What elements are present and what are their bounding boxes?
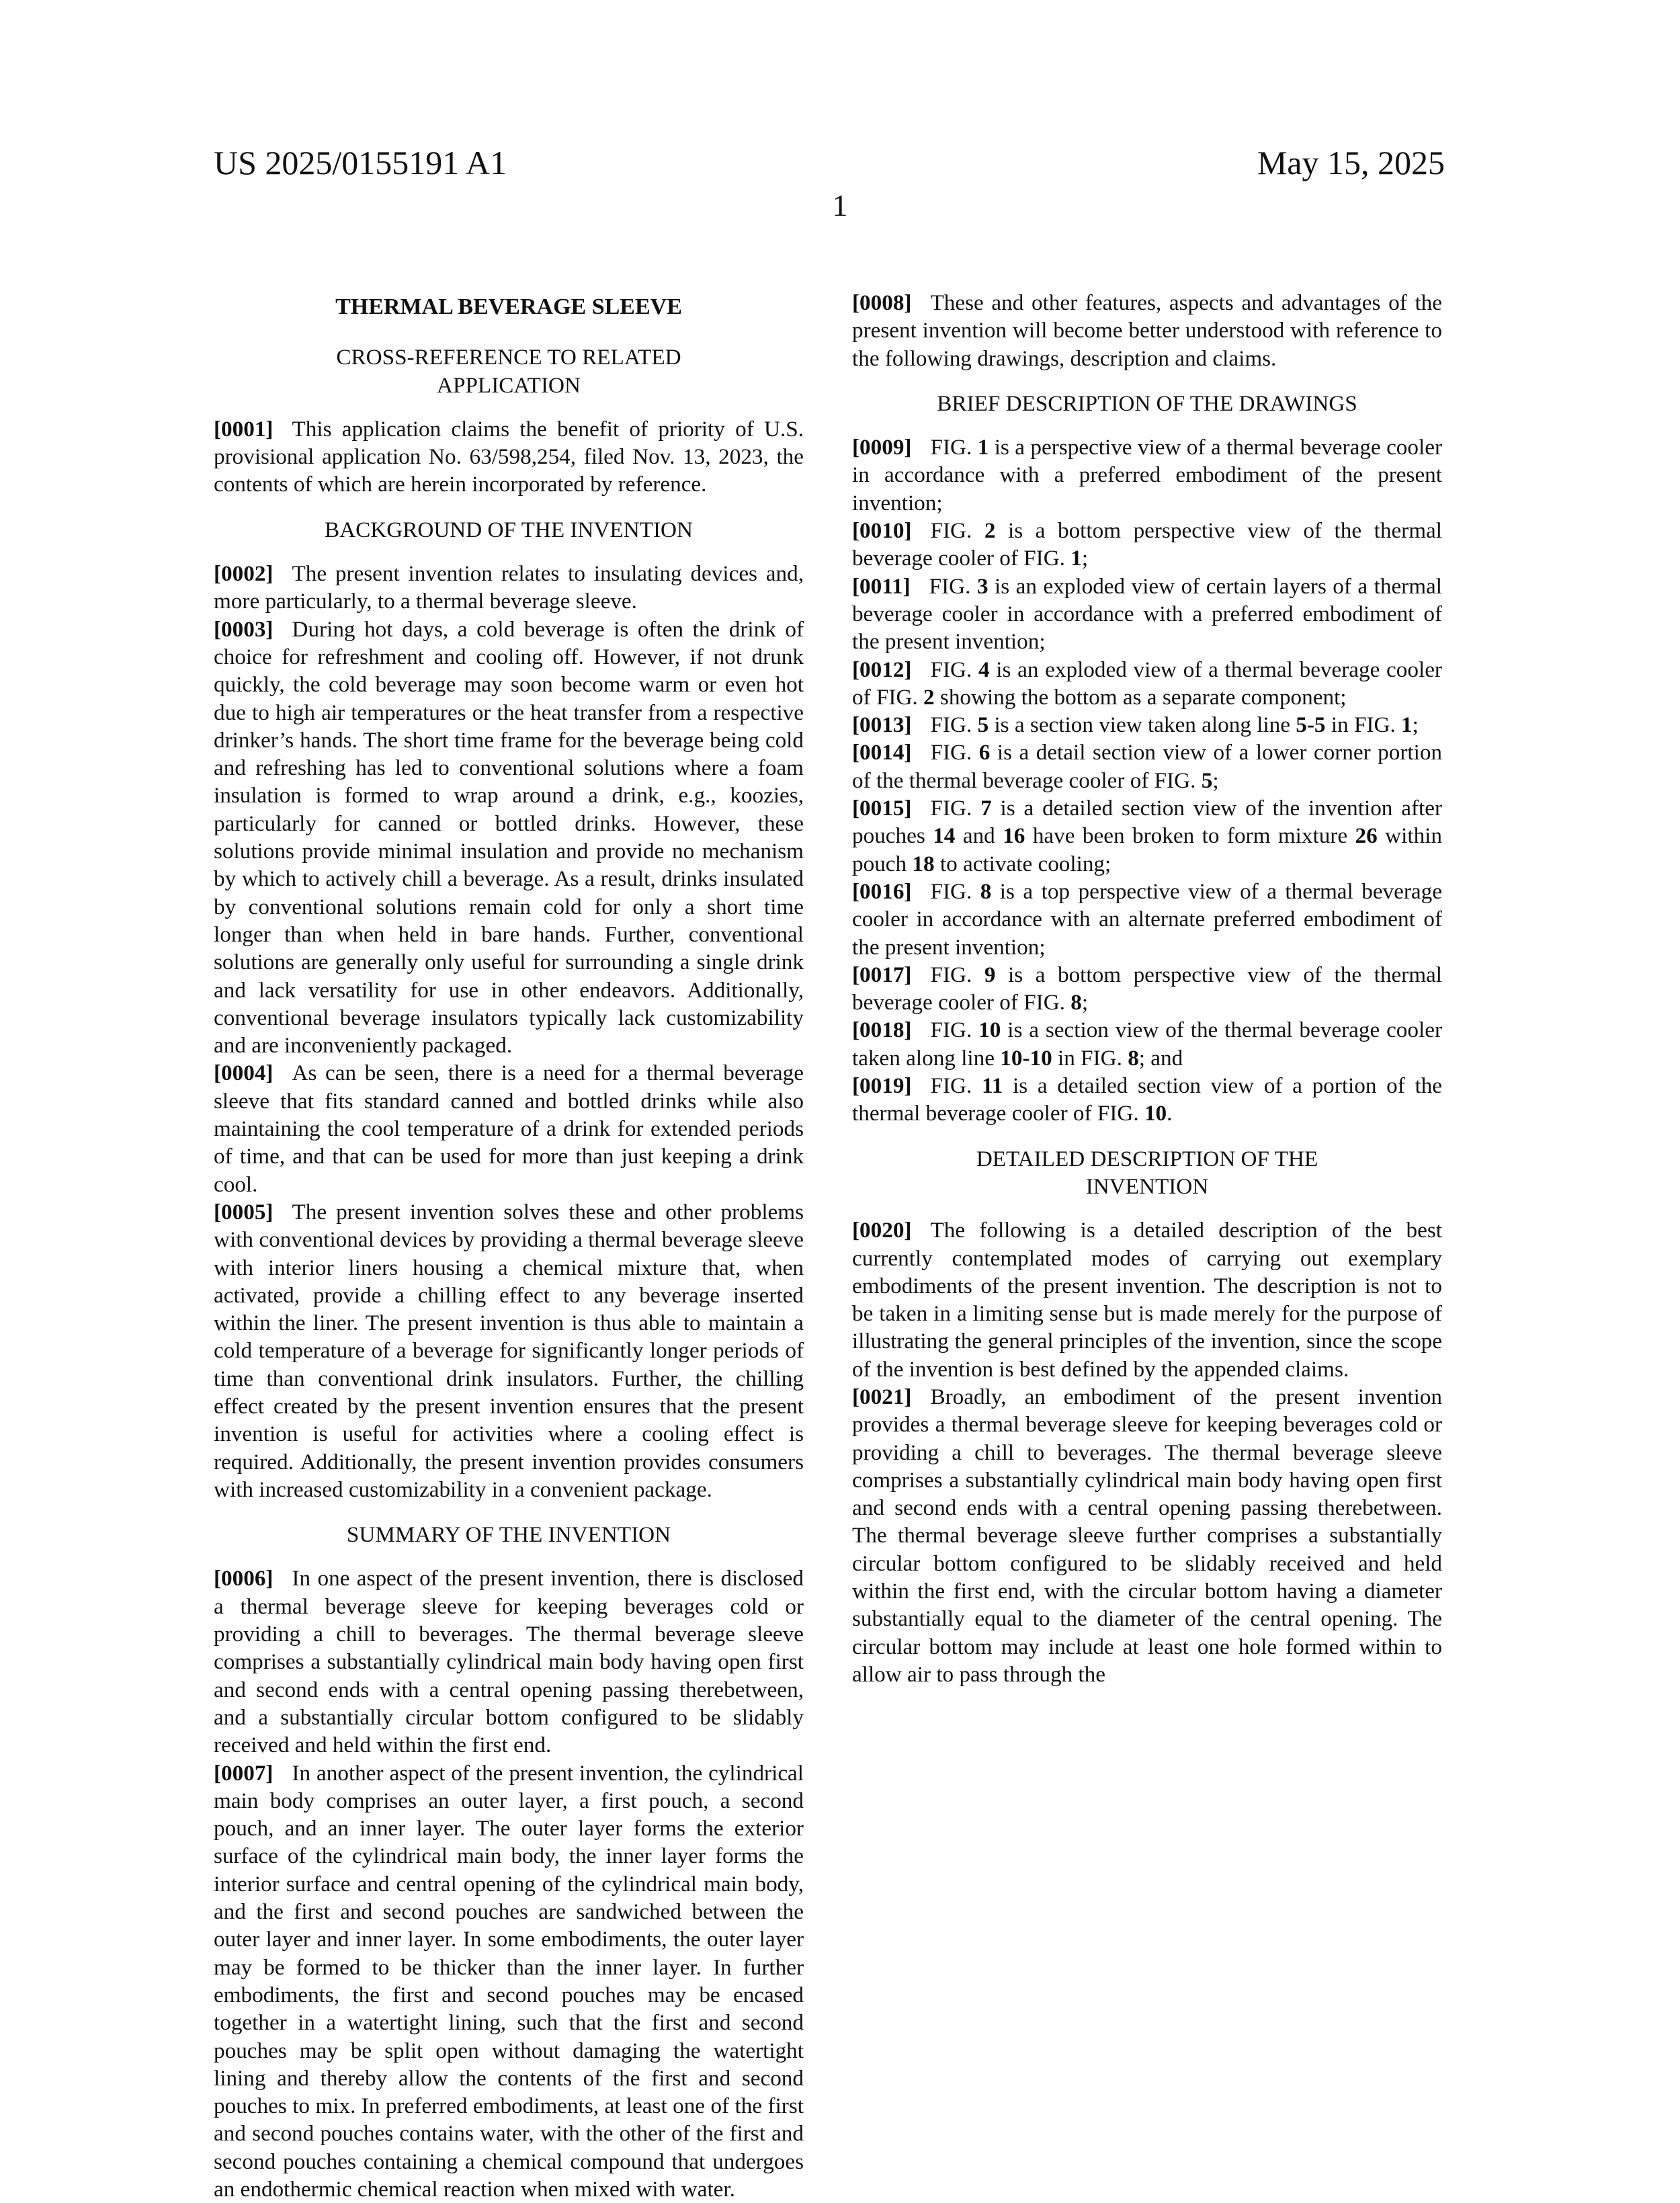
paragraph-number: [0018]: [852, 1017, 912, 1043]
paragraph-number: [0002]: [214, 561, 274, 587]
figure-ref: 1: [1070, 546, 1082, 571]
paragraph-0006: [214, 1565, 804, 1759]
paragraph-text: is a bottom perspective view of the thermal beverage cooler of FIG.: [852, 962, 1442, 1015]
publication-date: May 15, 2025: [1257, 144, 1445, 181]
paragraph-number: [0011]: [852, 573, 911, 599]
paragraph-0003: [214, 616, 804, 1060]
paragraph-text: ; and: [1138, 1045, 1183, 1071]
figure-ref: 10-10: [1000, 1045, 1052, 1071]
publication-number: US 2025/0155191 A1: [214, 144, 507, 181]
paragraph-number: [0020]: [852, 1218, 912, 1243]
paragraph-text: ;: [1081, 546, 1089, 571]
reference-numeral: 16: [1003, 823, 1025, 849]
paragraph-number: [0021]: [852, 1384, 912, 1409]
heading-detailed-description: [852, 1145, 1442, 1201]
paragraph-text: The present invention solves these and other problems with conventional devices by providing a thermal beverage sleeve with interior liners housing a chemical mixture that, when activated, provide a chilling effect to any beverage inserted within the liner. The present invention is thus able to maintain a cold temperature of a beverage for significantly longer periods of time than conventional drink insulators. Further, the chilling effect created by the present invention ensures that the present invention is useful for activities where a cooling effect is required. Additionally, the present invention provides consumers with increased customizability in a convenient package.: [214, 1199, 804, 1502]
paragraph-number: [0005]: [214, 1199, 274, 1224]
paragraph-text: FIG.: [930, 435, 978, 460]
paragraph-number: [0015]: [852, 796, 912, 821]
paragraph-number: [0014]: [852, 740, 912, 765]
paragraph-0015: [852, 794, 1442, 878]
reference-numeral: 18: [912, 851, 935, 876]
reference-numeral: 26: [1355, 823, 1378, 849]
paragraph-text: FIG.: [930, 712, 978, 738]
figure-ref: 1: [977, 435, 989, 460]
figure-ref: 4: [978, 657, 990, 682]
paragraph-0012: [852, 656, 1442, 712]
paragraph-0020: [852, 1216, 1442, 1383]
paragraph-number: [0009]: [852, 435, 912, 460]
figure-ref: 8: [1070, 990, 1082, 1015]
figure-ref: 10: [978, 1017, 1001, 1043]
paragraph-text: is a top perspective view of a thermal beverage cooler in accordance with an alternate preferred embodiment of the present invention;: [852, 878, 1442, 960]
paragraph-text: .: [1167, 1101, 1173, 1126]
paragraph-0021: [852, 1383, 1442, 1688]
paragraph-text: is a section view taken along line: [989, 712, 1296, 738]
paragraph-text: ;: [1081, 990, 1089, 1015]
paragraph-text: have been broken to form mixture: [1025, 823, 1355, 849]
paragraph-text: FIG.: [930, 657, 978, 682]
paragraph-0011: [852, 573, 1442, 656]
figure-ref: 7: [980, 796, 992, 821]
paragraph-0017: [852, 961, 1442, 1017]
paragraph-number: [0016]: [852, 878, 912, 904]
paragraph-text: to activate cooling;: [934, 851, 1111, 876]
paragraph-0018: [852, 1016, 1442, 1072]
paragraph-0019: [852, 1072, 1442, 1128]
paragraph-text: ;: [1212, 767, 1219, 793]
heading-detailed-description-line1: DETAILED DESCRIPTION OF THE: [976, 1146, 1318, 1171]
paragraph-text: Broadly, an embodiment of the present invention provides a thermal beverage sleeve for keeping beverages cold or providing a chill to beverages. The thermal beverage sleeve comprises a substantially cylindrical main body having open first and second ends with a central opening passing therebetween. The thermal beverage sleeve further comprises a substantially circular bottom configured to be slidably received and held within the first end, with the circular bottom having a diameter substantially equal to the diameter of the central opening. The circular bottom may include at least one hole formed within to allow air to pass through the: [852, 1384, 1442, 1687]
paragraph-number: [0010]: [852, 518, 912, 544]
paragraph-text: within pouch: [852, 823, 1442, 876]
paragraph-text: This application claims the benefit of priority of U.S. provisional application No. 63/598,254, filed Nov. 13, 2023, the contents of which are herein incorporated by reference.: [214, 416, 804, 497]
figure-ref: 5-5: [1296, 712, 1326, 738]
paragraph-text: As can be seen, there is a need for a thermal beverage sleeve that fits standard canned and bottled drinks while also maintaining the cool temperature of a drink for extended periods of time, and that can be used for more than just keeping a drink cool.: [214, 1061, 804, 1197]
paragraph-text: These and other features, aspects and advantages of the present invention will become better understood with reference to the following drawings, description and claims.: [852, 290, 1442, 371]
paragraph-text: is a detailed section view of a portion of the thermal beverage cooler of FIG.: [852, 1073, 1442, 1126]
paragraph-text: is an exploded view of certain layers of a thermal beverage cooler in accordance with a preferred embodiment of the present invention;: [852, 573, 1442, 655]
reference-numeral: 14: [933, 823, 956, 849]
paragraph-text: is a bottom perspective view of the thermal beverage cooler of FIG.: [852, 518, 1442, 571]
document-title: THERMAL BEVERAGE SLEEVE: [335, 294, 682, 319]
figure-ref: 8: [1128, 1045, 1139, 1071]
figure-ref: 2: [984, 518, 996, 544]
heading-detailed-description-line2: INVENTION: [1085, 1173, 1209, 1199]
paragraph-text: In another aspect of the present invention, the cylindrical main body comprises an outer layer, a first pouch, a second pouch, and an inner layer. The outer layer forms the exterior surface of the cylindrical main body, the inner layer forms the interior surface and central opening of the cylindrical main body, and the first and second pouches are sandwiched between the outer layer and inner layer. In some embodiments, the outer layer may be formed to be thicker than the inner layer. In further embodiments, the first and second pouches may be encased together in a watertight lining, such that the first and second pouches may be split open without damaging the watertight lining and thereby allow the contents of the first and second pouches to mix. In preferred embodiments, at least one of the first and second pouches contains water, with the other of the first and second pouches containing a chemical compound that undergoes an endothermic chemical reaction when mixed with water.: [214, 1760, 804, 2202]
left-column: [214, 289, 804, 2203]
paragraph-number: [0003]: [214, 616, 274, 642]
figure-ref: 8: [980, 878, 992, 904]
paragraph-text: and: [955, 823, 1003, 849]
paragraph-text: FIG.: [930, 1073, 982, 1099]
paragraph-text: is a perspective view of a thermal beverage cooler in accordance with a preferred embodiment of the present invention;: [852, 435, 1442, 515]
heading-cross-reference: [214, 343, 804, 399]
figure-ref: 3: [976, 573, 989, 599]
paragraph-text: ;: [1412, 712, 1419, 738]
figure-ref: 1: [1401, 712, 1413, 738]
paragraph-text: is a section view of the thermal beverage cooler taken along line: [852, 1017, 1442, 1071]
paragraph-number: [0001]: [214, 416, 274, 442]
figure-ref: 6: [978, 740, 991, 765]
paragraph-number: [0013]: [852, 712, 912, 738]
paragraph-text: is a detail section view of a lower corner portion of the thermal beverage cooler of FIG.: [852, 740, 1443, 793]
paragraph-text: FIG.: [930, 518, 984, 544]
paragraph-text: FIG.: [930, 962, 984, 987]
paragraph-text: is a detailed section view of the invention after pouches: [852, 796, 1442, 849]
paragraph-text: In one aspect of the present invention, there is disclosed a thermal beverage sleeve for keeping beverages cold or providing a chill to beverages. The thermal beverage sleeve comprises a substantially cylindrical main body having open first and second ends with a central opening passing therebetween, and a substantially circular bottom configured to be slidably received and held within the first end.: [214, 1566, 804, 1758]
heading-cross-reference-line1: CROSS-REFERENCE TO RELATED: [336, 345, 681, 370]
paragraph-0010: [852, 517, 1442, 573]
paragraph-number: [0004]: [214, 1061, 274, 1086]
figure-ref: 5: [1201, 767, 1213, 793]
paragraph-number: [0017]: [852, 962, 912, 987]
paragraph-0001: [214, 415, 804, 499]
paragraph-0005: [214, 1198, 804, 1503]
figure-ref: 9: [984, 962, 996, 987]
paragraph-number: [0012]: [852, 657, 912, 682]
paragraph-text: in FIG.: [1052, 1045, 1128, 1071]
paragraph-text: in FIG.: [1325, 712, 1402, 738]
heading-cross-reference-line2: APPLICATION: [437, 372, 581, 398]
paragraph-0013: [852, 711, 1442, 739]
paragraph-number: [0007]: [214, 1760, 274, 1786]
paragraph-number: [0006]: [214, 1566, 274, 1591]
paragraph-0016: [852, 878, 1442, 961]
heading-summary: SUMMARY OF THE INVENTION: [346, 1522, 671, 1548]
paragraph-text: The following is a detailed description of the best currently contemplated modes of carrying out exemplary embodiments of the present invention. The description is not to be taken in a limiting sense but is made merely for the purpose of illustrating the general principles of the invention, since the scope of the invention is best defined by the appended claims.: [852, 1218, 1442, 1382]
figure-ref: 11: [981, 1073, 1003, 1099]
heading-background: BACKGROUND OF THE INVENTION: [325, 517, 693, 542]
paragraph-number: [0008]: [852, 290, 912, 315]
paragraph-text: The present invention relates to insulating devices and, more particularly, to a thermal beverage sleeve.: [214, 561, 804, 614]
paragraph-0002: [214, 560, 804, 616]
figure-ref: 10: [1144, 1101, 1167, 1126]
paragraph-0004: [214, 1059, 804, 1198]
paragraph-number: [0019]: [852, 1073, 912, 1099]
paragraph-text: is an exploded view of a thermal beverage cooler of FIG.: [852, 657, 1442, 710]
figure-ref: 5: [977, 712, 989, 738]
paragraph-text: FIG.: [930, 796, 981, 821]
paragraph-0008: [852, 289, 1442, 372]
paragraph-text: During hot days, a cold beverage is often the drink of choice for refreshment and cooling off. However, if not drunk quickly, the cold beverage may soon become warm or even hot due to high air temperatures or the heat transfer from a respective drinker’s hands. The short time frame for the beverage being cold and refreshing has led to conventional solutions where a foam insulation is formed to wrap around a drink, e.g., koozies, particularly for canned or bottled drinks. However, these solutions provide minimal insulation and provide no mechanism by which to actively chill a beverage. As a result, drinks insulated by conventional solutions remain cold for only a short time longer than when held in bare hands. Further, conventional solutions are generally only useful for surrounding a single drink and lack versatility for use in other endeavors. Additionally, conventional beverage insulators typically lack customizability and are inconveniently packaged.: [214, 616, 804, 1058]
paragraph-text: FIG.: [930, 740, 979, 765]
right-column: [852, 289, 1442, 1688]
figure-ref: 2: [923, 684, 935, 710]
paragraph-text: showing the bottom as a separate component;: [934, 684, 1347, 710]
paragraph-text: FIG.: [930, 1017, 979, 1043]
paragraph-text: FIG.: [929, 573, 977, 599]
paragraph-0007: [214, 1759, 804, 2203]
paragraph-0014: [852, 739, 1442, 794]
heading-drawings: BRIEF DESCRIPTION OF THE DRAWINGS: [937, 390, 1357, 416]
paragraph-0009: [852, 433, 1442, 517]
paragraph-text: FIG.: [930, 878, 980, 904]
page-number: 1: [832, 188, 848, 222]
